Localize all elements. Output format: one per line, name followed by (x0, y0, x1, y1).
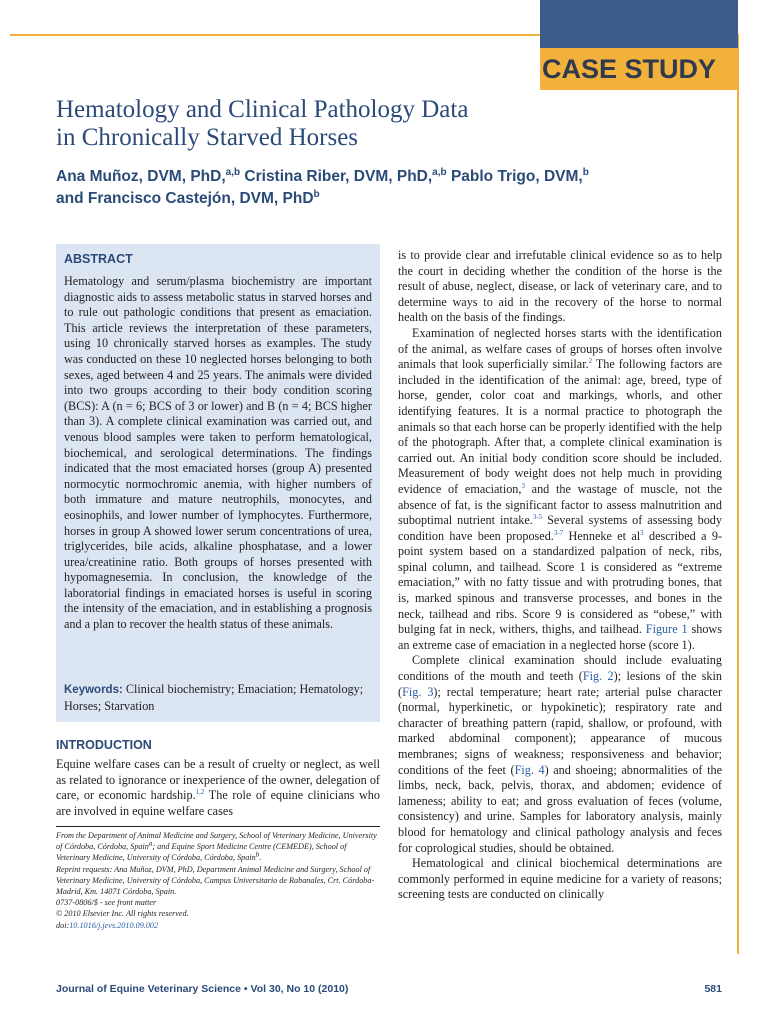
header-rule-right (737, 34, 739, 954)
introduction-text: Equine welfare cases can be a result of cruelty or neglect, as well as related to ignorance or inexperience of the owner, delegation of care, or economic hardship.$^{1,2}$ The role of equine clinicians who are involved in equine welfare cases (56, 757, 380, 818)
figure-3-link[interactable]: Fig. 3 (402, 684, 434, 699)
citation-3[interactable]: 3 (521, 481, 525, 490)
keywords-list: Clinical biochemistry; Emaciation; Hematology; Horses; Starvation (64, 682, 364, 713)
page-number: 581 (704, 983, 722, 995)
affiliations: From the Department of Animal Medicine and Surgery, School of Veterinary Medicine, University of Córdoba, Córdoba, Spain$^a$; and Equine Sport Medicine Centre (CEMEDE), School of Veterinary Medicine, University of Córdoba, Córdoba, Spain$^b$. (56, 831, 377, 863)
paragraph-3: Complete clinical examination should include evaluating conditions of the mouth and teeth (Fig. 2); lesions of the skin (Fig. 3); rectal temperature; heart rate; arterial pulse character (normal, hyperkinetic, or hypokinetic); respiratory rate and character of breathing pattern (rapid, shallow, or profound, with marked abdominal component); appearance of mucous membranes; signs of weakness; responsiveness and behavior; conditions of the feet (Fig. 4) and shoeing; abnormalities of the limbs, neck, back, pelvis, thorax, and abdomen; evidence of lameness; ability to eat; and gross evaluation of feces (volume, consistency) and urine. Samples for laboratory analysis, mainly blood for hematology and clinical pathology analysis and feces for coprological studies, should be obtained. (398, 653, 723, 855)
title-line-1: Hematology and Clinical Pathology Data (56, 96, 469, 123)
citation-3-henneke[interactable]: 3 (640, 528, 644, 537)
journal-volume: Vol 30, No 10 (2010) (250, 983, 349, 995)
author-list (56, 166, 716, 210)
paragraph-1: is to provide clear and irrefutable clinical evidence so as to help the court in deciding whether the condition of the horse is the result of abuse, neglect, disease, or lack of veterinary care, and to determine ways to aid in the recovery of the horse to normal health on the basis of the findings. (398, 248, 722, 325)
keywords-label: Keywords: (64, 684, 123, 696)
author-riber: Cristina Riber, DVM, PhD, (244, 168, 433, 185)
journal-name: Journal of Equine Veterinary Science (56, 983, 241, 995)
citation-1-2[interactable]: 1,2 (195, 788, 205, 797)
author-castejon: and Francisco Castejón, DVM, PhD (56, 190, 314, 207)
issn: 0737-0806/$ - see front matter (56, 898, 157, 908)
abstract-heading: ABSTRACT (64, 252, 133, 266)
footnotes (56, 830, 380, 931)
figure-4-link[interactable]: Fig. 4 (514, 762, 545, 777)
doi: doi:10.1016/j.jevs.2010.09.002 (56, 920, 159, 930)
case-study-label: CASE STUDY (541, 54, 716, 84)
header-navy-block (540, 0, 738, 48)
author-munoz: Ana Muñoz, DVM, PhD, (56, 168, 226, 185)
keywords (64, 682, 372, 714)
figure-2-link[interactable]: Fig. 2 (582, 669, 614, 684)
author-castejon-affil: b (313, 188, 320, 200)
author-trigo: Pablo Trigo, DVM, (450, 168, 583, 185)
citation-3-5[interactable]: 3-5 (532, 513, 543, 522)
footnote-rule (56, 826, 380, 827)
copyright: © 2010 Elsevier Inc. All rights reserved. (56, 909, 189, 919)
paragraph-4: Hematological and clinical biochemical determinations are commonly performed in equine medicine for a variety of reasons; screening tests are conducted on clinically (398, 856, 722, 902)
abstract-text: Hematology and serum/plasma biochemistry are important diagnostic aids to assess metabolic status in starved horses and to rule out pathologic conditions that present as emaciation. This article reviews the interpretation of these parameters, using 10 chronically starved horses as examples. The study was conducted on these 10 neglected horses belonging to both sexes, aged between 4 and 25 years. The animals were divided into two groups according to their body condition scoring (BCS): A (n = 6; BCS of 3 or lower) and B (n = 4; BCS higher than 3). A complete clinical examination was carried out, and venous blood samples were taken to perform hematological, biochemical, and serological determinations. The findings indicated that the most emaciated horses (group A) presented normocytic normochromic anemia, with higher numbers of both immature and mature neutrophils, monocytes, and eosinophils, and lower number of lymphocytes. Furthermore, horses in group A showed lower serum concentrations of urea, triglycerides, bile acids, alkaline phosphatase, and a lower urea/creatinine ratio. Both groups of horses presented with hypomagnesemia. In conclusion, the knowledge of the laboratorial findings in emaciated horses is useful in scoring the intensity of the emaciation, and in establishing a prognosis and a plan to recover the health status of these animals. (64, 274, 372, 632)
footer-journal (56, 983, 348, 995)
figure-1-link[interactable]: Figure 1 (645, 622, 688, 637)
introduction-heading: INTRODUCTION (56, 738, 152, 752)
title-line-2: in Chronically Starved Horses (56, 124, 359, 151)
doi-link[interactable]: 10.1016/j.jevs.2010.09.002 (69, 920, 159, 930)
author-line-2 (56, 188, 716, 210)
author-munoz-affil: a,b (225, 166, 241, 178)
article-title (56, 96, 556, 152)
paragraph-2: Examination of neglected horses starts with the identification of the animal, as welfare cases of groups of horses often involve animals that look superficially similar.$^2$ The following factors are included in the identification of the animal: age, breed, type of horse, gender, color coat and markings, whorls, and other identifying features. It is a normal practice to photograph the animals so that each horse can be properly identified with the help of the photograph. After that, a complete clinical examination is carried out. An initial body condition score should be included. Measurement of body weight does not help much in providing evidence of emaciation,$^3$ and the wastage of muscle, not the absence of fat, is the significant factor to assess malnutrition and suboptimal nutrient intake.$^{3-5}$ Several systems of assessing body condition have been proposed.$^{3-7}$ Henneke et $al^3$ described a 9-point system based on a standardized palpation of neck, ribs, spinal column, and tailhead. Score 1 is considered as “extreme emaciation,” with no fatty tissue and with protruding bones, that is, marked spinous and transverse processes, and bones in the neck, tailhead and ribs. Score 9 is considered as “obese,” with bulging fat in neck, withers, thighs, and tailhead. Figure 1 shows an extreme case of emaciation in a neglected horse (score 1). (398, 325, 722, 652)
citation-3-7[interactable]: 3-7 (553, 528, 564, 537)
author-trigo-affil: b (582, 166, 589, 178)
footer-bullet: • (243, 983, 248, 995)
author-line-1 (56, 166, 716, 188)
right-column (398, 248, 722, 903)
author-riber-affil: a,b (432, 166, 447, 178)
reprint-requests: Reprint requests: Ana Muñoz, DVM, PhD, Department Animal Medicine and Surgery, School of Veterinary Medicine, University of Córdoba, Campus Universitario de Rabanales, Crt. Córdoba-Madrid, Km. 14071 Córdoba, Spain. (56, 864, 375, 897)
citation-2[interactable]: 2 (588, 357, 593, 366)
